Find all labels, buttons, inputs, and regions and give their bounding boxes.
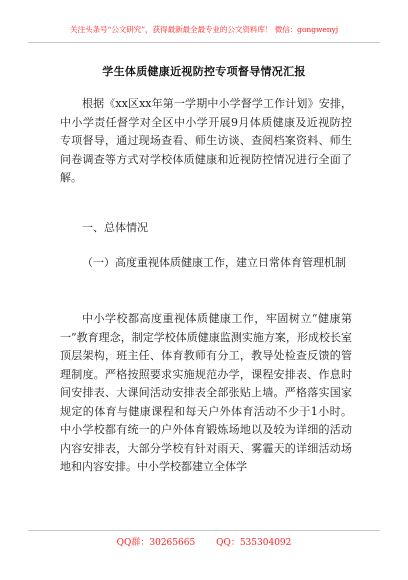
promo-header-banner: 关注头条号“公文研究”，获得最新最全最专业的公文资料库！ 微信：gongwenyj xyxy=(69,25,338,34)
subsection-heading-physical-health: （一）高度重视体质健康工作，建立日常体育管理机制 xyxy=(82,256,346,269)
footer-divider xyxy=(28,530,380,531)
section-heading-overview: 一、总体情况 xyxy=(82,221,148,234)
footer-qq-group: QQ群：30265665 xyxy=(116,538,196,548)
footer-qq-number: QQ：535304092 xyxy=(216,538,292,548)
body-paragraph: 中小学校都高度重视体质健康工作，牢固树立“健康第一”教育理念，制定学校体质健康监测实施方案，形成校长室顶层架构，班主任、体育教师有分工，教导处检查反馈的管理制度。严格按照要求实施规范办学，课程安排表、作息时间安排表、大课间活动安排表全部张贴上墙。严格落实国家规定的体育与健康课程和每天户外体育活动不少于1小时。中小学校都有统一的户外体育锻炼场地以及较为详细的活动内容安排表，大部分学校有针对雨天、雾霾天的详细活动场地和内容安排。中小学校都建立全体学 xyxy=(60,312,352,473)
header-divider xyxy=(28,42,380,43)
document-title: 学生体质健康近视防控专项督导情况汇报 xyxy=(102,65,306,78)
intro-paragraph: 根据《xx区xx年第一学期中小学督学工作计划》安排，中小学责任督学对全区中小学开展9月体质健康及近视防控专项督导，通过现场查看、师生访谈、查阅档案资料、师生问卷调查等方式对学校体质健康和近视防控情况进行全面了解。 xyxy=(60,97,352,184)
footer-contact xyxy=(0,535,408,548)
